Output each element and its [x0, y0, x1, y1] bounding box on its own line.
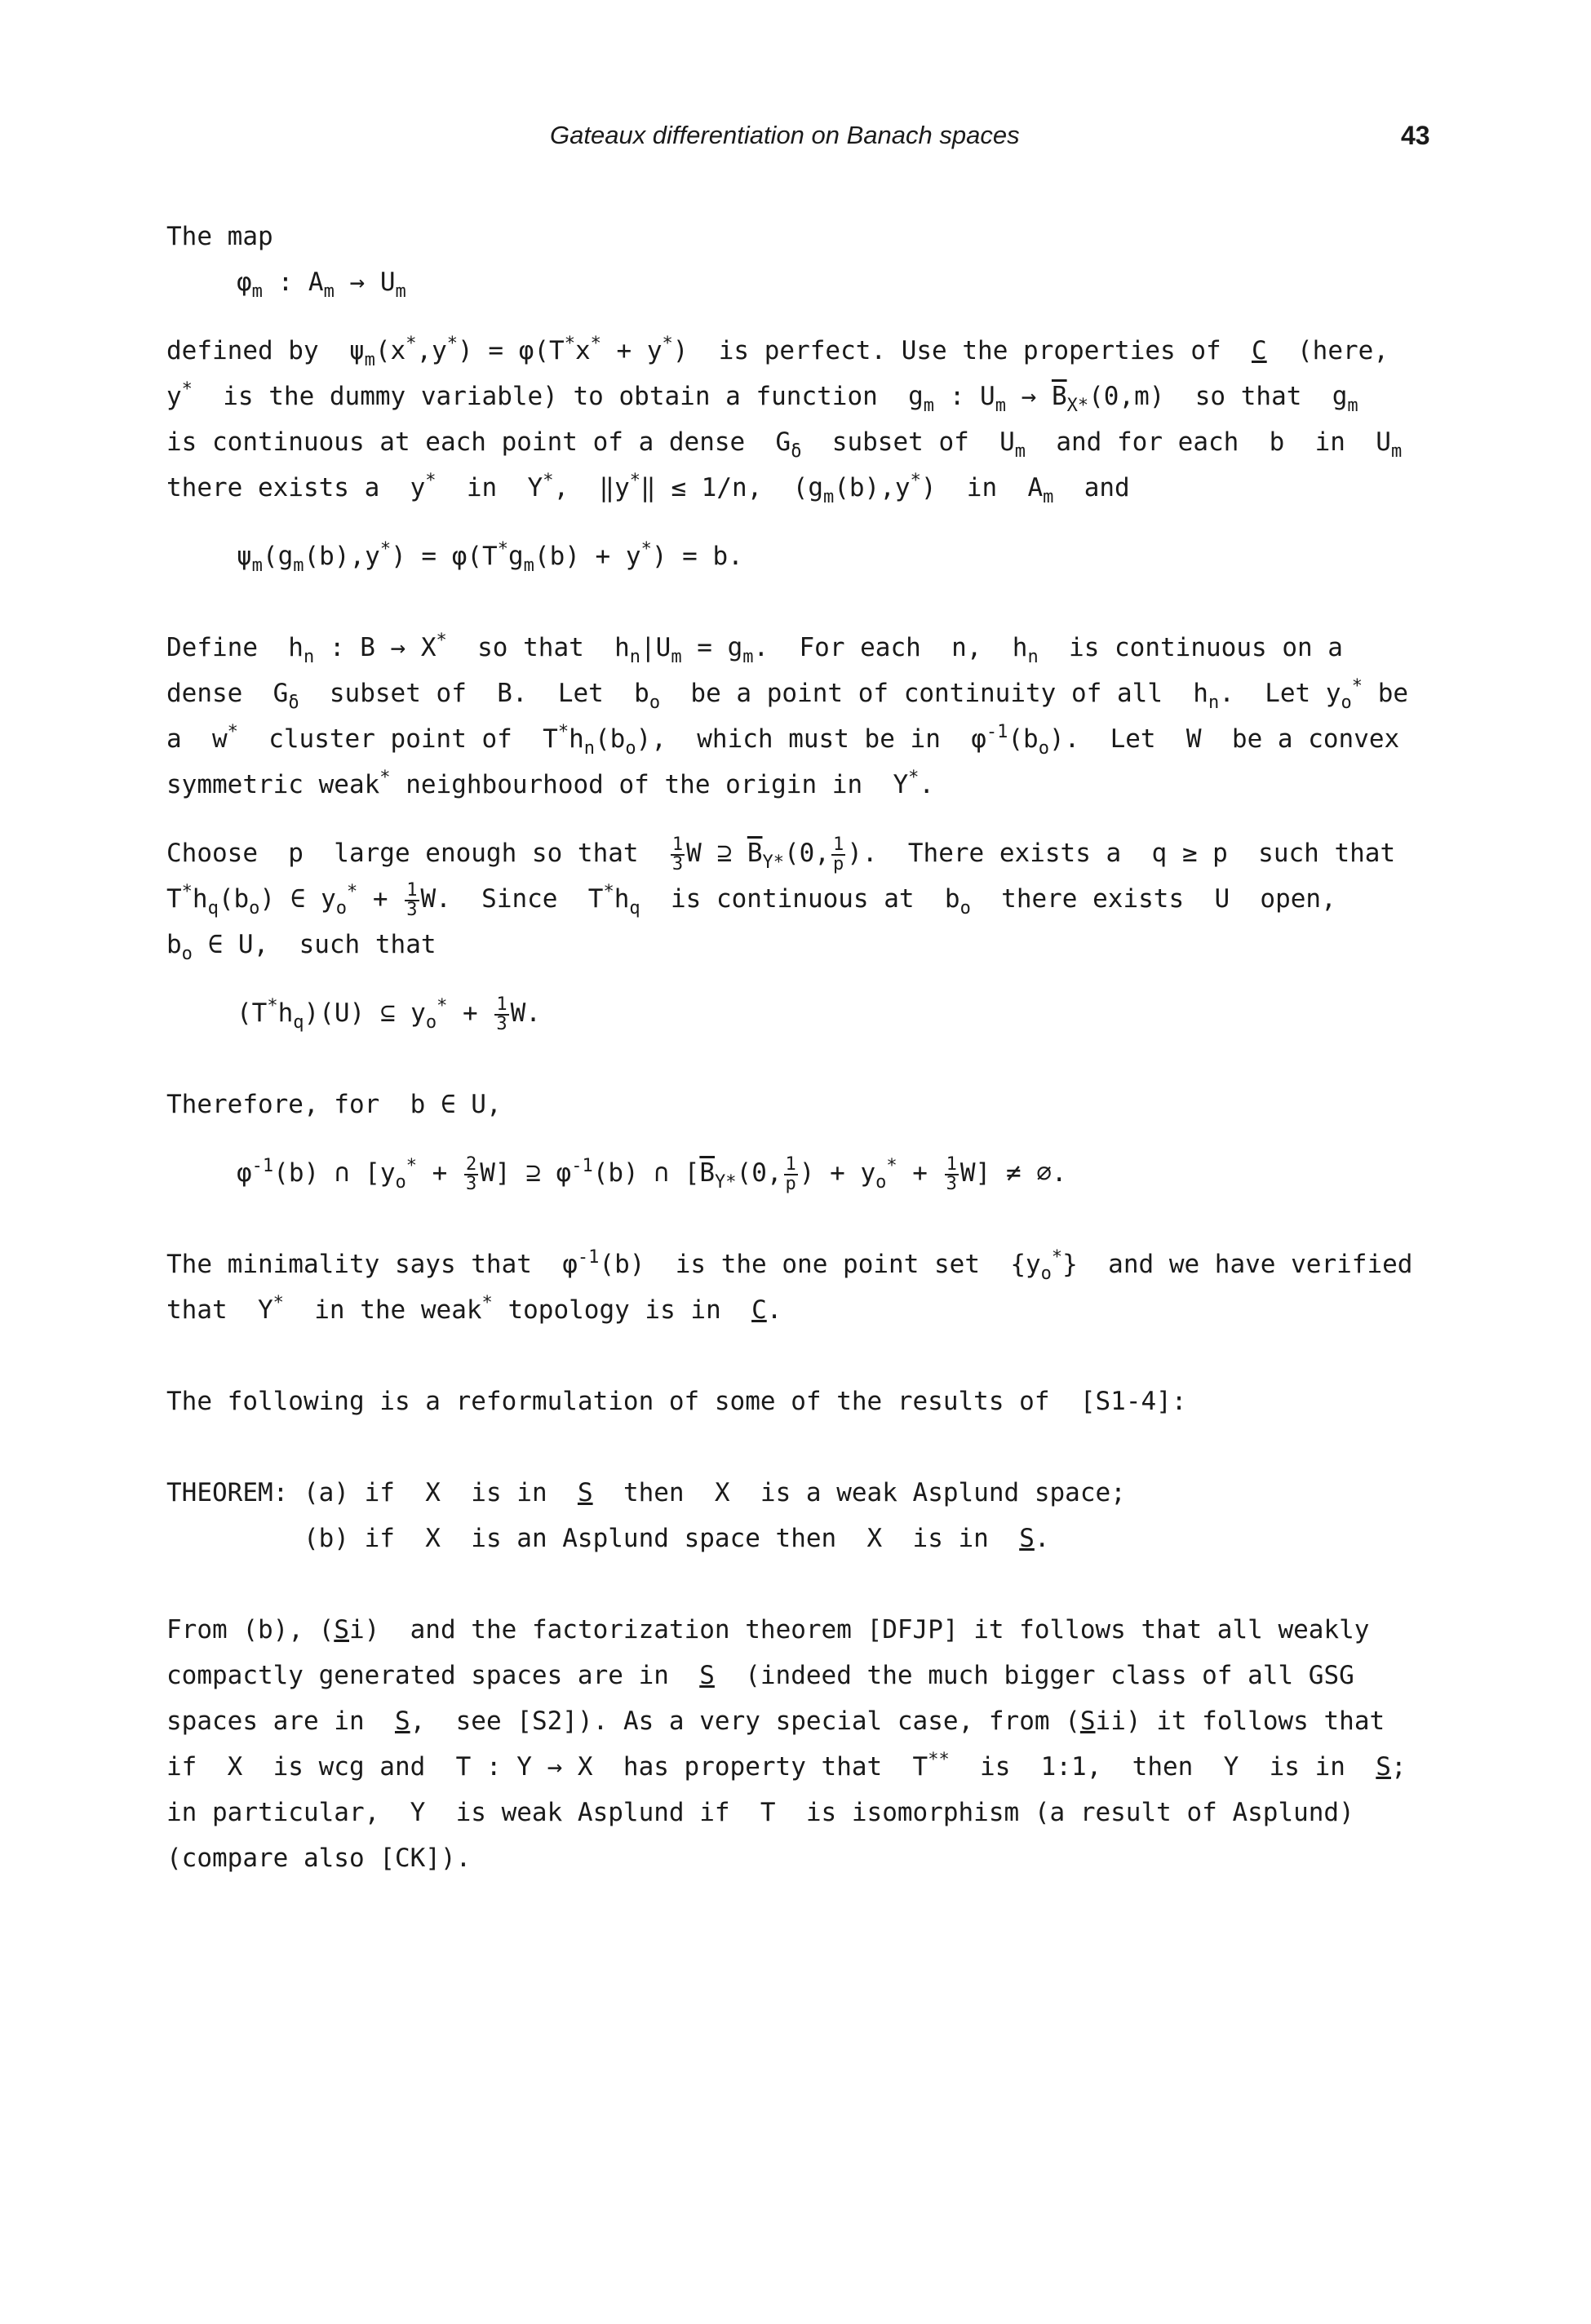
text-line: Define $h_n$ : B → X* so that $h_n|U_m = g_m$. For each n, $h_n$ is continuous on a: [166, 631, 1343, 667]
text-span: The map: [166, 222, 273, 251]
text-line: if X is wcg and T : Y → X has property that T** is 1:1, then Y is in S;: [166, 1750, 1407, 1782]
text-span: (indeed the much bigger class of all GSG: [745, 1661, 1354, 1690]
citation: [S1-4]:: [1079, 1387, 1187, 1416]
text-line: Choose p large enough so that $\frac{1}{3}$ W ⊇ $\overline{B}_{Y*}(0$, $\frac{1}{p}$ ). There exists a q ≥ p such that: [166, 834, 1396, 874]
text-line: defined by $\psi_m(x^*,y^*) = \varphi(T^*x^* + y^*)$ is perfect. Use the properties of C (here,: [166, 334, 1389, 370]
spacer: [166, 1561, 1456, 1607]
text-line: that Y* in the weak* topology is in C.: [166, 1293, 782, 1325]
text-span: is 1:1, then Y is in: [980, 1752, 1345, 1782]
page-number: 43: [1401, 121, 1430, 150]
text-span: (b) if X is an Asplund space then X is in: [303, 1524, 989, 1553]
text-span: in particular, Y is weak Asplund if T is isomorphism (a result of Asplund): [166, 1798, 1354, 1827]
theorem-line: (b) if X is an Asplund space then X is in S.: [303, 1524, 1050, 1553]
theorem-line: THEOREM: (a) if X is in S then X is a weak Asplund space;: [166, 1478, 1126, 1507]
spacer: [166, 1333, 1456, 1379]
text-line: The minimality says that $\varphi^{-1}(b)$ is the one point set $\{y_o^*\}$ and we have verified: [166, 1247, 1413, 1284]
text-line: Therefore, for b ∈ U,: [166, 1090, 502, 1119]
text-span: (a) if X is in: [303, 1478, 547, 1507]
text-span: if X is wcg and T : Y → X has property that: [166, 1752, 883, 1782]
text-span: The following is a reformulation of some of the results of: [166, 1387, 1050, 1416]
text-span: see [S2]). As a very special case, from: [455, 1706, 1050, 1736]
text-line: symmetric weak* neighbourhood of the origin in Y*.: [166, 768, 935, 799]
display-equation: $\varphi_m$ : $A_m \to U_m$: [237, 268, 406, 302]
text-span: and the factorization theorem [DFJP] it follows that all weakly: [410, 1615, 1370, 1645]
text-line: compactly generated spaces are in S (indeed the much bigger class of all GSG: [166, 1661, 1354, 1690]
text-line: there exists a y* in Y*, ‖y*‖ ≤ 1/n, $(g_m(b),y^*)$ in $A_m$ and: [166, 471, 1130, 507]
text-span: compactly generated spaces are in: [166, 1661, 669, 1690]
running-title: Gateaux differentiation on Banach spaces: [550, 121, 1020, 149]
text-line: y* is the dummy variable) to obtain a function $g_m$ : $U_m \to \overline{B}_{X*}(0,m)$ so that $g_m$: [166, 379, 1358, 416]
spacer: [166, 579, 1456, 625]
running-header: [0, 121, 1591, 157]
text-line: spaces are in S, see [S2]). As a very special case, from (Sii) it follows that: [166, 1706, 1385, 1736]
text-line: From (b), (Si) and the factorization theorem [DFJP] it follows that all weakly: [166, 1615, 1370, 1645]
spacer: [166, 305, 1456, 328]
text-line: a w* cluster point of $T^*h_n(b_o)$, which must be in $\varphi^{-1}(b_o)$. Let W be a convex: [166, 722, 1400, 759]
text-span: spaces are in: [166, 1706, 365, 1736]
text-line: [166, 214, 1456, 259]
text-line: is continuous at each point of a dense $G_\delta$ subset of $U_m$ and for each b in $U_m$: [166, 427, 1403, 462]
spacer: [166, 1127, 1456, 1150]
spacer: [166, 511, 1456, 533]
text-line: [166, 1835, 1456, 1881]
page-body: [166, 214, 1456, 1881]
text-line: [166, 1379, 1456, 1424]
spacer: [166, 967, 1456, 990]
text-line: $T^*h_q(b_o)$ ∈ $y_o^*$ + $\frac{1}{3}$ W. Since $T^*h_q$ is continuous at $b_o$ there exists U open,: [166, 879, 1336, 920]
text-span: (compare also [CK]).: [166, 1844, 472, 1873]
display-equation: $\psi_m(g_m(b),y^*) = \varphi(T^*g_m(b) + y^*) = b$.: [237, 539, 743, 576]
theorem-label: THEOREM:: [166, 1478, 289, 1507]
text-line: $b_o$ ∈ U, such that: [166, 930, 437, 964]
text-span: Therefore, for: [166, 1090, 380, 1119]
text-span: From (b),: [166, 1615, 304, 1645]
spacer: [166, 1036, 1456, 1082]
display-equation: $(T^*h_q)(U)$ ⊆ $y_o^*$ + $\frac{1}{3}$ W.: [237, 994, 541, 1034]
spacer: [166, 1424, 1456, 1470]
text-line: [166, 1790, 1456, 1835]
spacer: [166, 808, 1456, 830]
text-span: then X is a weak Asplund space;: [623, 1478, 1126, 1507]
spacer: [166, 1196, 1456, 1242]
text-span: it follows that: [1156, 1706, 1385, 1736]
text-line: dense $G_\delta$ subset of B. Let $b_o$ be a point of continuity of all $h_n$. Let $y_o^*$ be: [166, 676, 1409, 713]
display-equation: $\varphi^{-1}(b)$ ∩ [$y_o^*$ + $\frac{2}{3}$ W] ⊇ $\varphi^{-1}(b)$ ∩ [$\overline{B}_{Y*}(0$, $\frac{1}{p}$ ) + $y_o^*$ + $\frac{1}{3}$ W] ≠ ∅.: [237, 1153, 1067, 1194]
